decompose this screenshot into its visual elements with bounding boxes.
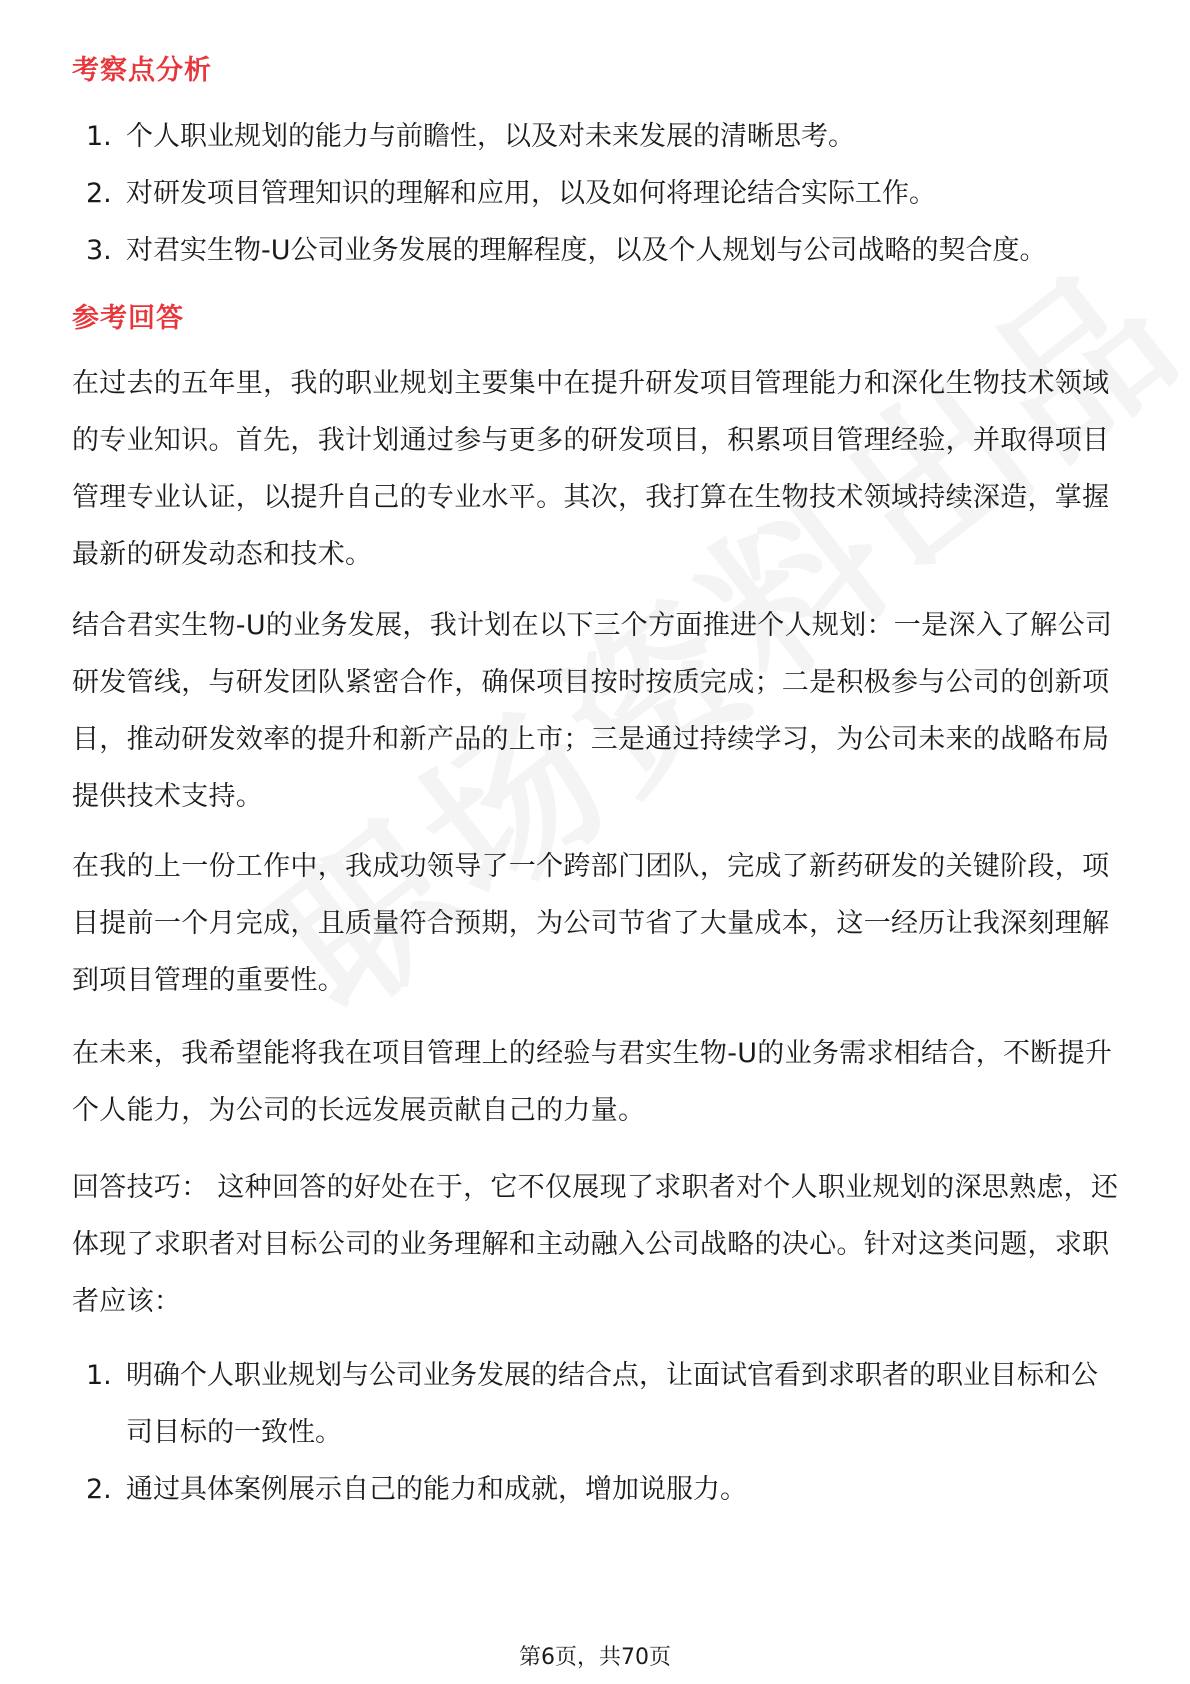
list-number: 2. [86, 178, 112, 209]
tips-list [72, 1347, 1122, 1518]
list-item [72, 1347, 1122, 1461]
list-item-text: 明确个人职业规划与公司业务发展的结合点，让面试官看到求职者的职业目标和公司目标的一致性。 [126, 1360, 1098, 1448]
section-heading-answer: 参考回答 [72, 303, 184, 334]
list-item [72, 165, 1122, 222]
list-item-text: 对研发项目管理知识的理解和应用，以及如何将理论结合实际工作。 [126, 178, 936, 209]
list-item-text: 对君实生物-U公司业务发展的理解程度，以及个人规划与公司战略的契合度。 [126, 235, 1047, 266]
page-number-footer: 第6页，共70页 [519, 1645, 671, 1670]
answer-paragraph: 结合君实生物-U的业务发展，我计划在以下三个方面推进个人规划：一是深入了解公司研发管线，与研发团队紧密合作，确保项目按时按质完成；二是积极参与公司的创新项目，推动研发效率的提升和新产品的上市；三是通过持续学习，为公司未来的战略布局提供技术支持。 [72, 610, 1113, 812]
section-heading-analysis: 考察点分析 [72, 55, 212, 86]
list-number: 2. [86, 1474, 112, 1505]
list-number: 1. [86, 1360, 112, 1391]
list-item-text: 个人职业规划的能力与前瞻性，以及对未来发展的清晰思考。 [126, 121, 855, 152]
list-number: 1. [86, 121, 112, 152]
tips-paragraph: 回答技巧： 这种回答的好处在于，它不仅展现了求职者对个人职业规划的深思熟虑，还体现了求职者对目标公司的业务理解和主动融入公司战略的决心。针对这类问题，求职者应该： [72, 1172, 1119, 1317]
list-number: 3. [86, 235, 112, 266]
list-item [72, 222, 1122, 279]
list-item [72, 1461, 1122, 1518]
analysis-list [72, 108, 1122, 279]
answer-paragraph: 在过去的五年里，我的职业规划主要集中在提升研发项目管理能力和深化生物技术领域的专业知识。首先，我计划通过参与更多的研发项目，积累项目管理经验，并取得项目管理专业认证，以提升自己的专业水平。其次，我打算在生物技术领域持续深造，掌握最新的研发动态和技术。 [72, 368, 1110, 570]
list-item [72, 108, 1122, 165]
list-item-text: 通过具体案例展示自己的能力和成就，增加说服力。 [126, 1474, 747, 1505]
answer-paragraph: 在未来，我希望能将我在项目管理上的经验与君实生物-U的业务需求相结合，不断提升个人能力，为公司的长远发展贡献自己的力量。 [72, 1038, 1113, 1126]
answer-paragraph: 在我的上一份工作中，我成功领导了一个跨部门团队，完成了新药研发的关键阶段，项目提前一个月完成，且质量符合预期，为公司节省了大量成本，这一经历让我深刻理解到项目管理的重要性。 [72, 851, 1110, 996]
